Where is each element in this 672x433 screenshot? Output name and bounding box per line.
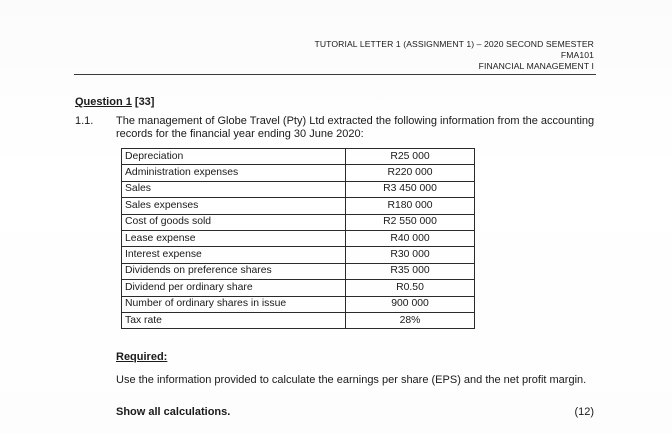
row-value: R25 000	[346, 149, 475, 165]
row-label: Cost of goods sold	[122, 214, 346, 230]
required-instruction: Use the information provided to calculate the earnings per share (EPS) and the net profit margin.	[116, 374, 587, 386]
table-row	[122, 247, 475, 263]
table-row	[122, 214, 475, 230]
table-row	[122, 149, 475, 165]
row-value: R220 000	[346, 165, 475, 181]
question-heading	[75, 96, 154, 108]
row-value: 28%	[346, 312, 475, 328]
row-value: R40 000	[346, 230, 475, 246]
table-row	[122, 296, 475, 312]
question-title: Question 1	[75, 96, 132, 108]
row-label: Sales expenses	[122, 198, 346, 214]
row-label: Sales	[122, 181, 346, 197]
row-label: Number of ordinary shares in issue	[122, 296, 346, 312]
question-number: 1.1.	[75, 115, 94, 127]
required-heading: Required:	[116, 351, 168, 363]
row-label: Administration expenses	[122, 165, 346, 181]
row-value: R2 550 000	[346, 214, 475, 230]
row-value: R0.50	[346, 280, 475, 296]
financial-info-table	[121, 148, 475, 329]
row-value: R180 000	[346, 198, 475, 214]
question-marks: (12)	[574, 406, 594, 418]
question-intro: The management of Globe Travel (Pty) Ltd extracted the following information from the accounting records for the financial year ending 30 June 2020:	[116, 115, 595, 140]
row-label: Tax rate	[122, 312, 346, 328]
header-module-code: FMA101	[560, 50, 594, 60]
show-calculations-note: Show all calculations.	[116, 406, 231, 418]
table-row	[122, 312, 475, 328]
table-row	[122, 165, 475, 181]
table-row	[122, 181, 475, 197]
row-value: R35 000	[346, 263, 475, 279]
table-row	[122, 263, 475, 279]
header-tutorial-letter: TUTORIAL LETTER 1 (ASSIGNMENT 1) – 2020 SECOND SEMESTER	[314, 39, 594, 49]
table-row	[122, 280, 475, 296]
row-value: R3 450 000	[346, 181, 475, 197]
row-label: Interest expense	[122, 247, 346, 263]
row-value: 900 000	[346, 296, 475, 312]
table-row	[122, 230, 475, 246]
row-label: Dividends on preference shares	[122, 263, 346, 279]
question-total-marks: [33]	[134, 96, 155, 108]
header-module-name: FINANCIAL MANAGEMENT I	[478, 61, 594, 71]
row-value: R30 000	[346, 247, 475, 263]
table-row	[122, 198, 475, 214]
row-label: Dividend per ordinary share	[122, 280, 346, 296]
document-header	[315, 39, 594, 72]
row-label: Lease expense	[122, 230, 346, 246]
row-label: Depreciation	[122, 149, 346, 165]
header-divider	[74, 74, 596, 75]
